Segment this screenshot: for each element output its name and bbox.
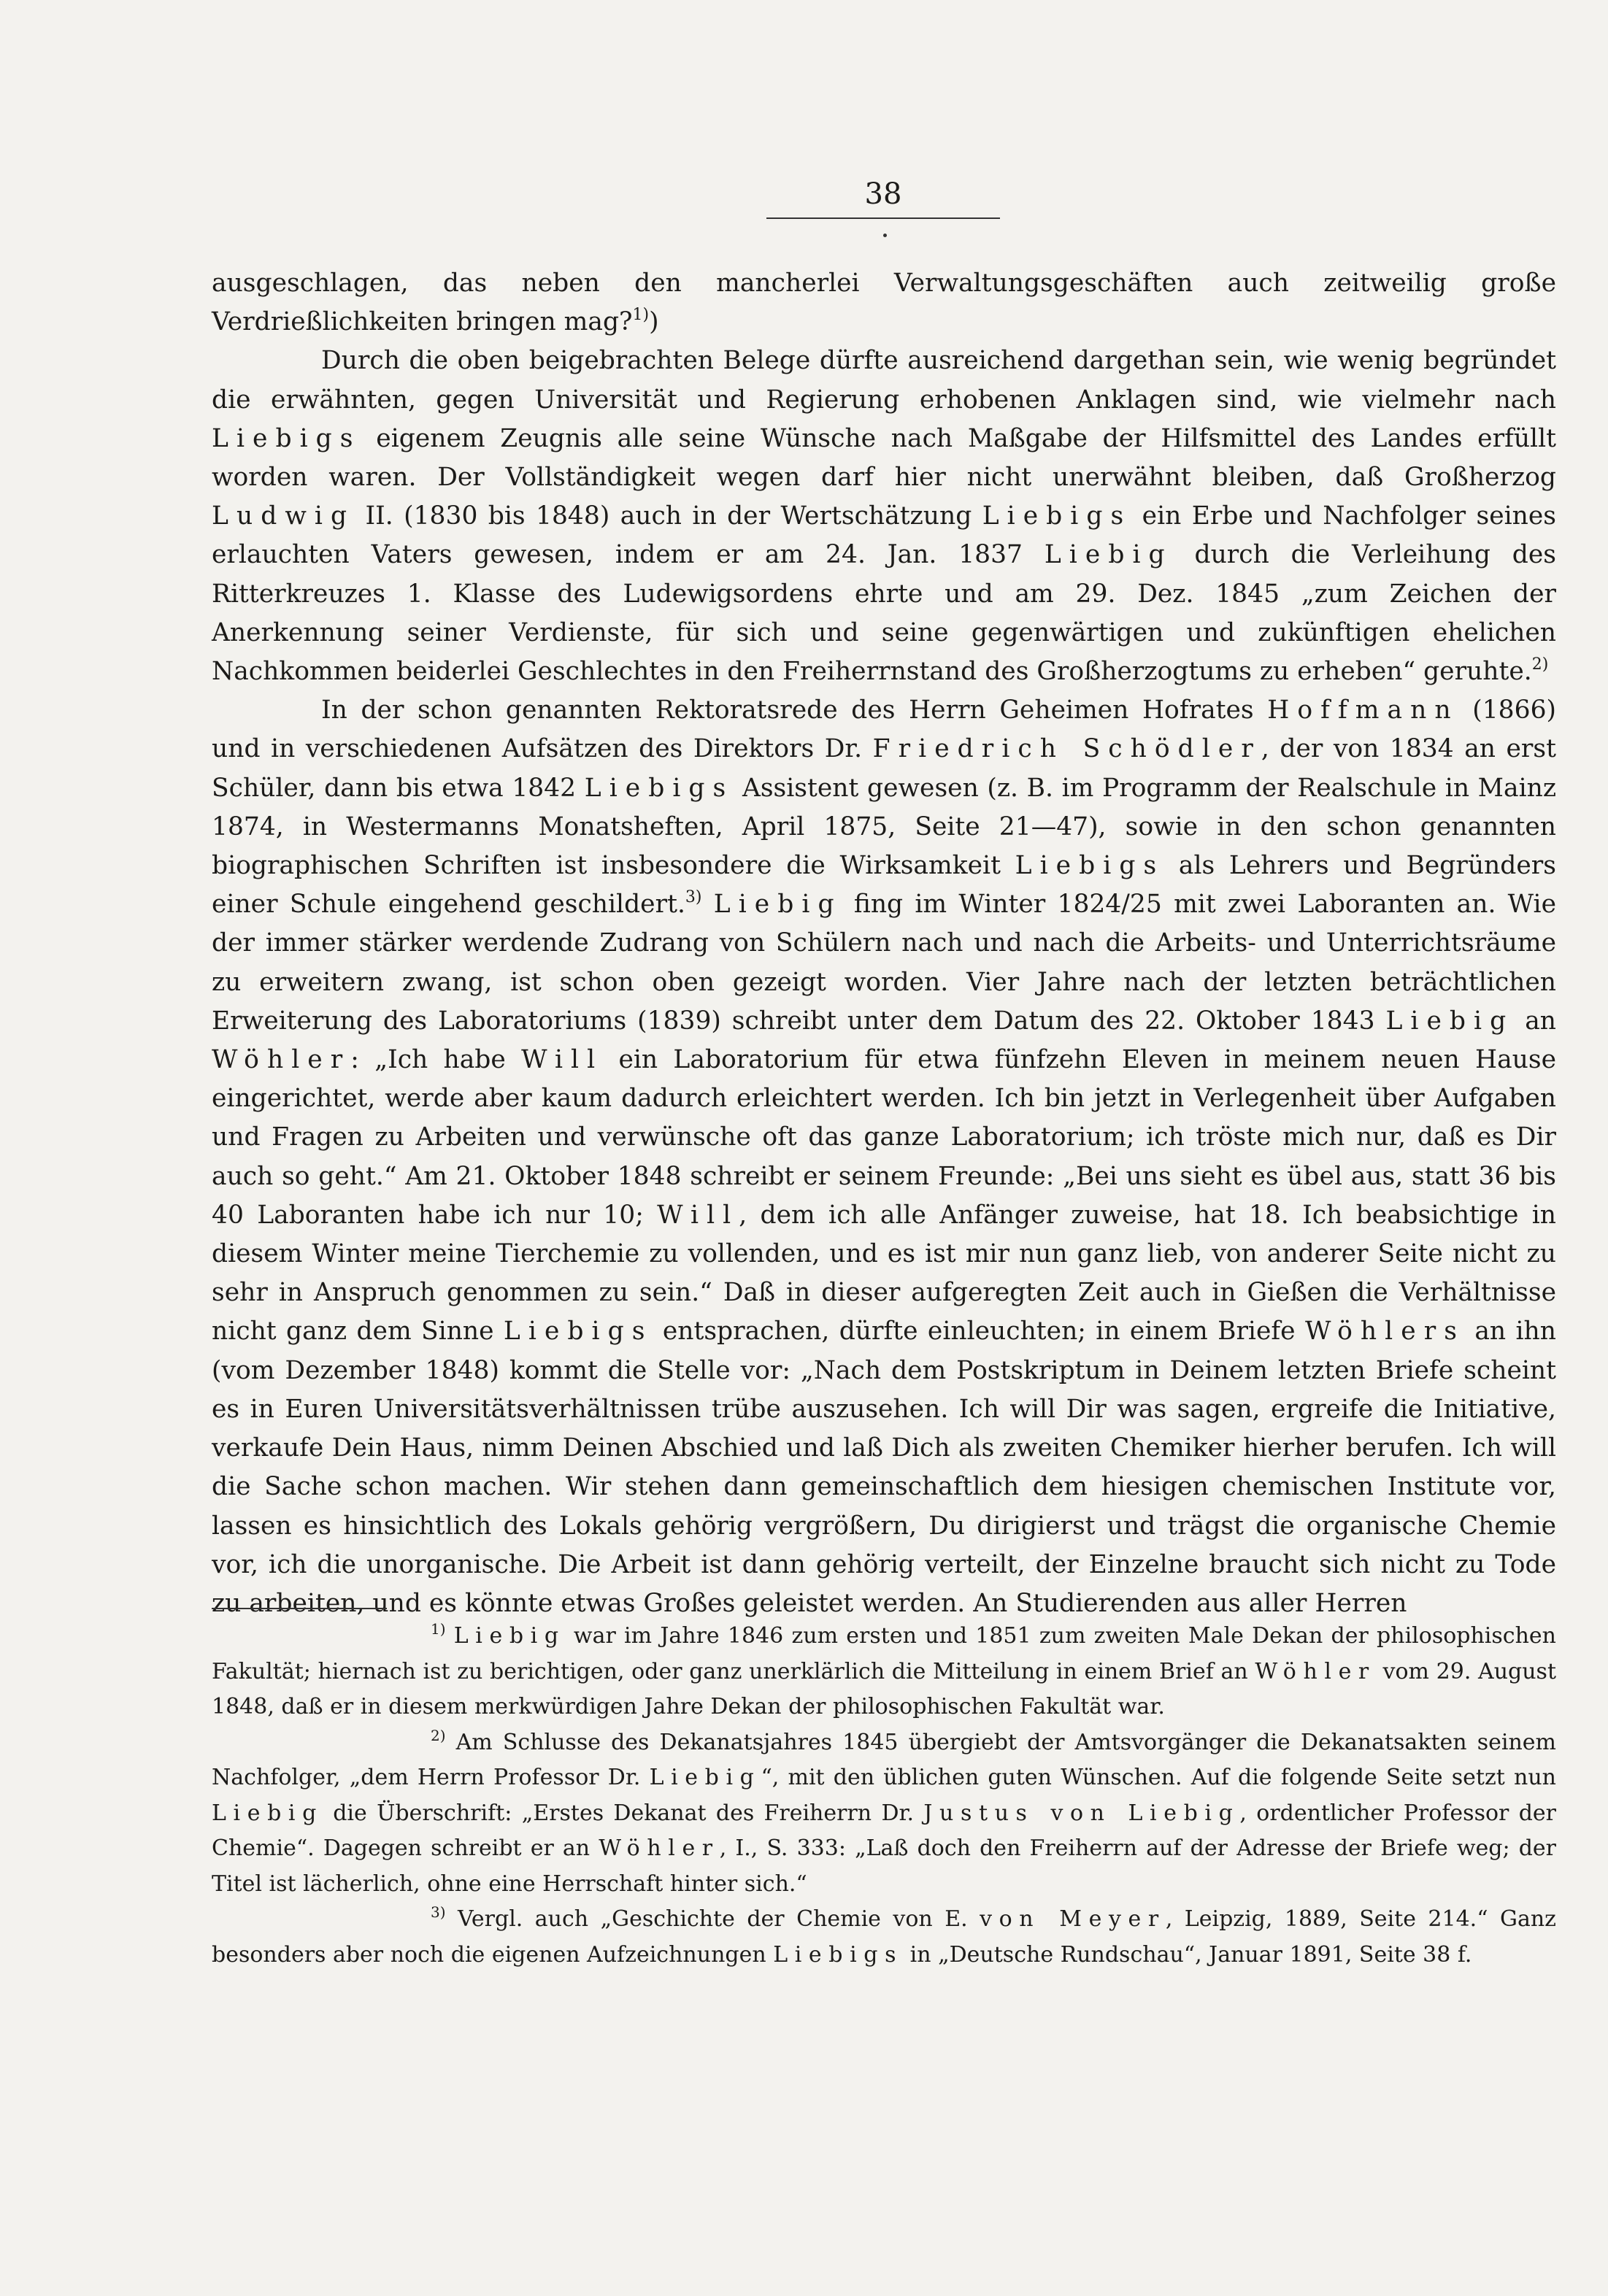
footnote-2: [212, 1725, 1556, 1903]
paragraph-3: [212, 691, 1556, 1623]
footnotes: [212, 1619, 1556, 1973]
footnote-ref: 3): [685, 888, 702, 907]
text-run: “, mit den üblichen guten Wünschen. Auf die folgende Seite setzt nun: [761, 1765, 1556, 1790]
footnote-rule: [212, 1608, 387, 1609]
spaced-name: Liebig: [453, 1623, 566, 1649]
text-run: in „Deutsche Rundschau“, Januar 1891, Seite 38 f.: [903, 1941, 1472, 1968]
footnote-1: [212, 1619, 1556, 1725]
text-run: eigenem Zeugnis alle seine Wünsche nach Maßgabe der Hilfsmittel des Landes erfüllt worden waren. Der Vollständigkeit wegen darf hier nicht unerwähnt bleiben, daß Großherzog: [212, 423, 1556, 493]
spaced-name: Liebigs: [982, 501, 1132, 531]
spaced-name: Liebig: [713, 890, 842, 920]
text-run: , dem ich alle Anfänger zuweise, hat 18. Ich beabsichtige in diesem Winter meine Tierchemie zu vollenden, und es ist mir nun ganz lieb, von anderer Seite nicht zu sehr in Anspruch genommen zu sein.“ Daß in dieser aufgeregten Zeit auch in Gießen die Verhältnisse nicht ganz dem Sinne: [212, 1200, 1557, 1347]
spaced-name: Hoffmann: [1267, 696, 1459, 725]
text-run: Am Schlusse des Dekanatsjahres 1845 übergiebt der Amtsvorgänger die Dekanatsakten seinem Nachfolger, „dem Herrn Professor Dr.: [212, 1729, 1556, 1790]
spaced-name: Liebig: [1044, 540, 1173, 570]
text-run: Durch die oben beigebrachten Belege dürfte ausreichend dargethan sein, wie wenig begründet die erwähnten, gegen Universität und Regierung erhobenen Anklagen sind, wie vielmehr nach: [212, 346, 1556, 415]
text-run: an: [1514, 1006, 1556, 1036]
footnote-ref: 1): [632, 306, 650, 325]
footnote-3: [212, 1902, 1556, 1973]
header-rule: [766, 217, 1000, 219]
spaced-name: Wöhler: [1255, 1658, 1376, 1684]
text-run: fing im Winter 1824/25 mit zwei Laboranten an. Wie der immer stärker werdende Zudrang von Schülern nach und nach die Arbeits- und Unterrichtsräume zu erweitern zwang, ist schon oben gezeigt worden. Vier Jahre nach der letzten beträchtlichen Erweiterung des Laboratoriums (1839) schreibt unter dem Datum des 22. Oktober 1843: [212, 890, 1556, 1036]
text-run: ): [649, 307, 659, 337]
spaced-name: Liebigs: [212, 423, 361, 453]
text-run: (1866) und in verschiedenen Aufsätzen des Direktors Dr.: [212, 696, 1556, 764]
text-run: an ihn (vom Dezember 1848) kommt die Stelle vor: „Nach dem Postskriptum in Deinem letzten Briefe scheint es in Euren Universitätsverhältnissen trübe auszusehen. Ich will Dir was sagen, ergreife die Initiative, verkaufe Dein Haus, nimm Deinen Abschied und laß Dich als zweiten Chemiker hierher berufen. Ich will die Sache schon machen. Wir stehen dann gemeinschaftlich dem hiesigen chemischen Institute vor, lassen es hinsichtlich des Lokals gehörig vergrößern, Du dirigierst und trägst die organische Chemie vor, ich die unorganische. Die Arbeit ist dann gehörig verteilt, der Einzelne braucht sich nicht zu Tode zu arbeiten, und es könnte etwas Großes geleistet werden. An Studierenden aus aller Herren: [212, 1317, 1556, 1618]
spaced-name: Liebig: [649, 1765, 761, 1790]
spaced-name: Wöhlers: [1304, 1317, 1465, 1347]
text-run: war im Jahre 1846 zum ersten und 1851 zum zweiten Male Dekan der philosophischen Fakultät; hiernach ist zu berichtigen, oder ganz unerklärlich die Mitteilung in einem Brief an: [212, 1623, 1556, 1684]
text-run: , I., S. 333: „Laß doch den Freiherrn auf der Adresse der Briefe weg; der Titel ist lächerlich, ohne eine Herrschaft hinter sich.“: [212, 1835, 1557, 1897]
text-run: als Lehrers und Begründers einer Schule eingehend geschildert.: [212, 851, 1556, 920]
footnote-marker: 1): [431, 1620, 446, 1638]
spaced-name: Wöhler: [212, 1045, 351, 1075]
spaced-name: Liebig: [212, 1800, 323, 1826]
footnote-marker: 3): [431, 1903, 446, 1921]
spaced-name: Liebigs: [1015, 851, 1165, 881]
text-run: [702, 890, 714, 919]
spaced-name: Liebigs: [773, 1941, 904, 1968]
text-run: II. (1830 bis 1848) auch in der Wertschätzung: [355, 501, 982, 531]
spaced-name: Liebig: [1385, 1006, 1515, 1036]
text-run: Vergl. auch „Geschichte der Chemie von E.: [445, 1906, 980, 1932]
text-run: , der von 1834 an erst Schüler, dann bis etwa 1842: [212, 734, 1556, 803]
text-run: die Überschrift: „Erstes Dekanat des Freiherrn Dr.: [323, 1800, 924, 1826]
spaced-name: Liebigs: [503, 1317, 653, 1347]
paragraph-2: [212, 342, 1556, 691]
text-run: , Leipzig, 1889, Seite 214.“ Ganz besonders aber noch die eigenen Aufzeichnungen: [212, 1906, 1556, 1968]
spaced-name: Ludwig: [212, 501, 355, 531]
paragraph-1: [212, 264, 1556, 342]
spaced-name: Justus von Liebig: [923, 1800, 1240, 1826]
footnote-marker: 2): [431, 1726, 446, 1744]
text-run: vom 29. August 1848, daß er in diesem merkwürdigen Jahre Dekan der philosophischen Fakultät war.: [212, 1658, 1556, 1719]
text-run: durch die Verleihung des Ritterkreuzes 1. Klasse des Ludewigsordens ehrte und am 29. Dez. 1845 „zum Zeichen der Anerkennung seiner Verdienste, für sich und seine gegenwärtigen und zukünftigen ehelichen Nachkommen beiderlei Geschlechtes in den Freiherrnstand des Großherzogtums zu erheben“ geruhte.: [212, 540, 1556, 687]
text-run: ausgeschlagen, das neben den mancherlei Verwaltungsgeschäften auch zeitweilig große Verdrießlichkeiten bringen mag?: [212, 269, 1556, 337]
text-run: In der schon genannten Rektoratsrede des Herrn Geheimen Hofrates: [321, 696, 1268, 725]
text-run: Assistent gewesen (z. B. im Programm der Realschule in Mainz 1874, in Westermanns Monatsheften, April 1875, Seite 21—47), sowie in den schon genannten biographischen Schriften ist insbesondere die Wirksamkeit: [212, 773, 1556, 881]
page-number: 38: [864, 177, 902, 211]
text-run: ein Erbe und Nachfolger seines erlauchten Vaters gewesen, indem er am 24. Jan. 1837: [212, 501, 1556, 570]
spaced-name: Friedrich Schödler: [872, 734, 1261, 764]
spaced-name: Will: [657, 1200, 739, 1230]
text-run: entsprachen, dürfte einleuchten; in einem Briefe: [653, 1317, 1305, 1347]
text-run: [446, 1623, 454, 1649]
text-run: ein Laboratorium für etwa fünfzehn Eleven in meinem neuen Hause eingerichtet, werde aber kaum dadurch erleichtert werden. Ich bin jetzt in Verlegenheit über Aufgaben und Fragen zu Arbeiten und verwünsche oft das ganze Laboratorium; ich tröste mich nur, daß es Dir auch so geht.“ Am 21. Oktober 1848 schreibt er seinem Freunde: „Bei uns sieht es übel aus, statt 36 bis 40 Laboranten habe ich nur 10;: [212, 1045, 1556, 1230]
spaced-name: Will: [521, 1045, 604, 1075]
body-text: [212, 264, 1556, 1623]
text-run: : „Ich habe: [350, 1045, 522, 1075]
footnote-ref: 2): [1531, 655, 1549, 674]
spaced-name: Wöhler: [599, 1835, 720, 1861]
spaced-name: von Meyer: [980, 1906, 1166, 1932]
text-run: , ordentlicher Professor der Chemie“. Dagegen schreibt er an: [212, 1800, 1556, 1861]
spaced-name: Liebigs: [584, 773, 734, 803]
ink-speck: [883, 234, 887, 237]
